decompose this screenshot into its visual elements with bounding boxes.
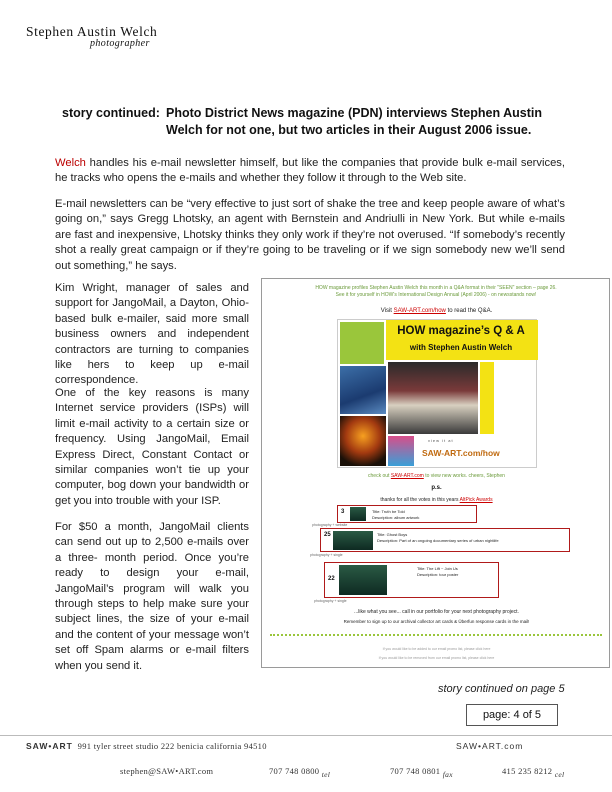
footer-fax <box>390 766 453 779</box>
phone-number: 707 748 0800 <box>269 766 320 776</box>
checkout-post: to view new works. cheers, Stephen <box>425 473 505 479</box>
paragraph-1-text: handles his e-mail newsletter himself, but like the companies that provide bulk e-mail services, he tracks who opens the e-mails and whether they follow it through to the Web site. <box>55 157 565 185</box>
work-caption: photography + single <box>314 599 347 603</box>
event-photo <box>388 362 478 434</box>
work-row[interactable] <box>324 562 499 598</box>
lime-block <box>340 322 384 364</box>
fax-unit: fax <box>442 770 453 779</box>
work-description: Description: tour poster <box>417 572 459 577</box>
hero-subtitle: with Stephen Austin Welch <box>409 343 513 352</box>
highlight-name: Welch <box>55 157 86 169</box>
hero-view-label: view it at <box>428 438 454 443</box>
work-title: Title: Truth be Told <box>372 509 405 514</box>
paragraph-1 <box>55 156 565 187</box>
work-row[interactable] <box>320 528 570 552</box>
newsletter-intro <box>272 285 600 299</box>
work-number: 25 <box>324 532 331 538</box>
paragraph-4: One of the key reasons is many Internet service providers (ISPs) will limit e-mail activity to a certain size or frequency. Using JangoMail, Email Express Direct, Constant Contact or similar companies won’t tie up your computer, bog down your bandwidth or get you into trouble with your ISP. <box>55 387 249 507</box>
hero-title: HOW magazine’s Q & A <box>397 325 525 337</box>
visit-line <box>262 308 611 314</box>
sunset-photo <box>340 416 386 466</box>
footer-email[interactable]: stephen@SAW•ART.com <box>120 766 214 776</box>
work-description: Description: album artwork <box>372 515 420 520</box>
thanks-line <box>262 497 611 503</box>
cell-number: 415 235 8212 <box>502 766 553 776</box>
work-thumbnail <box>339 565 387 595</box>
remember-line: Remember to sign up to our archival collector art cards & Überfun response cards in the mail! <box>343 619 530 624</box>
footer-address: 991 tyler street studio 222 benicia california 94510 <box>77 741 267 751</box>
visit-post: to read the Q&A. <box>447 308 493 314</box>
subscribe-line[interactable]: If you would like to be added to our email promo list, please click here <box>382 647 491 651</box>
fax-number: 707 748 0801 <box>390 766 441 776</box>
altpick-link[interactable]: AltPick Awards <box>459 497 493 503</box>
phone-unit: tel <box>321 770 331 779</box>
work-number: 3 <box>341 509 345 515</box>
work-number: 22 <box>328 576 335 582</box>
paragraph-2: E-mail newsletters can be “very effective to just sort of shake the tree and keep people aware of what’s going on,” says Gregg Lhotsky, an agent with Bernstein and Andriulli in New York. But while e-mails are fast and inexpensive, Lhotsky thinks they only work if they’re not overused. “If somebody’s recently shot a really great campaign or if they’re going to be traveling or if we sign somebody new we’ll send out something,” he says. <box>55 198 565 272</box>
hero-url: SAW-ART.com/how <box>422 448 500 458</box>
footer-address-block <box>26 741 267 751</box>
work-info <box>372 509 419 521</box>
work-caption: photography + single <box>310 553 343 557</box>
work-title: Title: Ghost Boys <box>377 532 408 537</box>
cell-unit: cel <box>554 770 565 779</box>
work-thumbnail <box>350 507 366 521</box>
intro-line-1: HOW magazine profiles Stephen Austin Welch this month in a Q&A format in their "SEEN" section – page 26. <box>315 285 557 291</box>
call-to-action: ...like what you see... call in our portfolio for your next photography project. <box>354 609 519 615</box>
building-photo <box>340 366 386 414</box>
thanks-pre: thanks for all the votes in this years <box>380 497 459 503</box>
work-title: Title: The Lift ~ Join Us <box>417 566 458 571</box>
ps-label: p.s. <box>431 485 442 491</box>
continued-note: story continued on page 5 <box>438 683 565 695</box>
yellow-strip <box>480 362 494 434</box>
headline <box>62 105 562 137</box>
checkout-line <box>262 473 611 479</box>
intro-line-2: See it for yourself in HOW's International Design Annual (April 2006) - on newsstands now! <box>335 292 537 298</box>
visit-link[interactable]: SAW-ART.com/how <box>393 308 446 314</box>
footer-site[interactable]: SAW•ART.com <box>456 741 524 751</box>
brand-name: Stephen Austin Welch <box>26 24 158 39</box>
magazine-thumbnail <box>388 436 414 466</box>
dotted-divider <box>270 634 602 636</box>
paragraph-5: For $50 a month, JangoMail clients can send out up to 2,500 e-mails over a three- month period. Once you’re ready to design your e-mail, JangoMail’s program will walk you through steps to help make sure your subject lines, the size of your e-mail and the content of your message won’t set off Spam alarms or e-mail filters when you send it. <box>55 521 249 672</box>
checkout-pre: check out <box>368 473 390 479</box>
headline-title: Photo District News magazine (PDN) interviews Stephen Austin Welch for not one, but two articles in their August 2006 issue. <box>166 106 542 137</box>
page-indicator: page: 4 of 5 <box>466 704 558 726</box>
work-description: Description: Part of an ongoing documentary series of urban nightlife <box>377 538 499 543</box>
footer-divider <box>0 735 612 736</box>
newsletter-preview <box>261 278 610 668</box>
hero-image[interactable] <box>337 319 537 468</box>
footer-brand: SAW•ART <box>26 741 73 751</box>
work-caption: photography + website <box>312 523 348 527</box>
paragraph-3: Kim Wright, manager of sales and support for JangoMail, a Dayton, Ohio-based bulk e-mailer, said more small business owners and independent contractors are turning to companies like hers to keep up e-mail correspondence. <box>55 282 249 387</box>
checkout-link[interactable]: SAW-ART.com <box>390 473 424 479</box>
footer-cell <box>502 766 565 779</box>
visit-pre: Visit <box>380 308 392 314</box>
work-info <box>377 532 499 544</box>
work-thumbnail <box>333 531 373 550</box>
unsubscribe-line[interactable]: If you would like to be removed from our email promo list, please click here <box>378 656 495 660</box>
brand-subtitle: photographer <box>90 38 150 49</box>
work-info <box>417 566 458 578</box>
work-row[interactable] <box>337 505 477 523</box>
footer-phone <box>269 766 331 779</box>
headline-label: story continued: <box>62 106 160 120</box>
